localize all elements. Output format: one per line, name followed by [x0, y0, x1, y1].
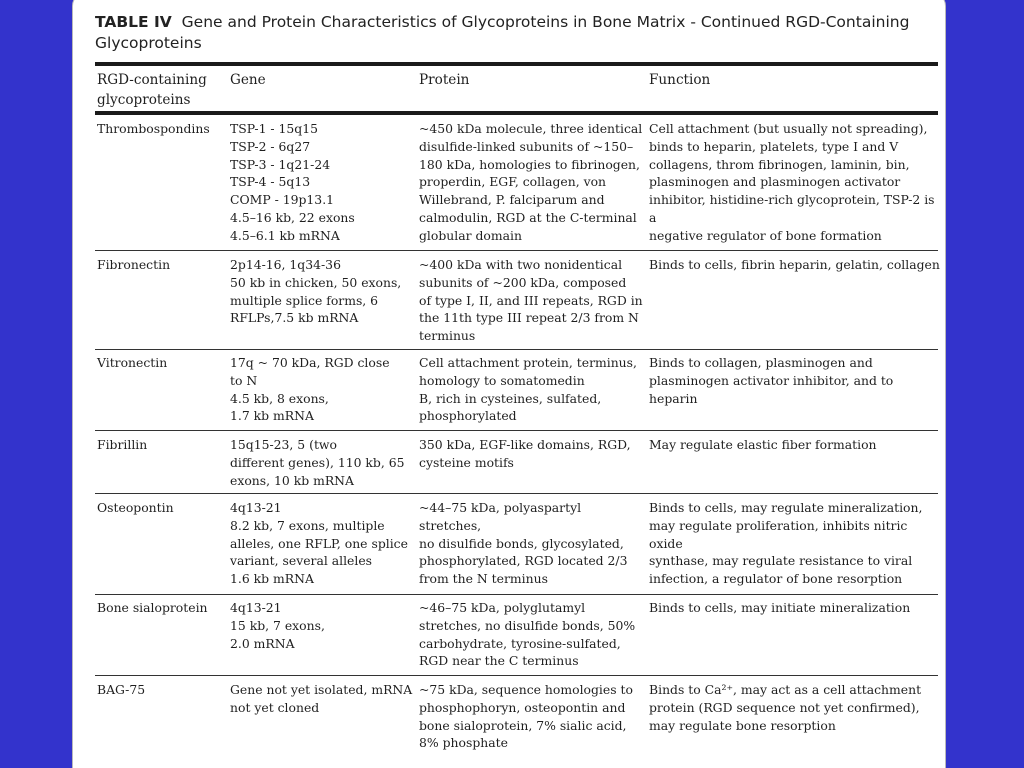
row-osteopontin-name: Osteopontin [97, 500, 174, 515]
row-bone-sialoprotein-name: Bone sialoprotein [97, 600, 208, 615]
row-bone-sialoprotein-gene: 4q13-21 15 kb, 7 exons, 2.0 mRNA [230, 600, 325, 651]
header-glycoproteins: RGD-containing glycoproteins [97, 72, 207, 108]
row-fibrillin-gene: 15q15-23, 5 (two different genes), 110 kb, 65 exons, 10 kb mRNA [230, 437, 405, 488]
row-thrombospondins-gene: TSP-1 - 15q15 TSP-2 - 6q27 TSP-3 - 1q21-24 TSP-4 - 5q13 COMP - 19p13.1 4.5–16 kb, 22 exons 4.5–6.1 kb mRNA [230, 121, 355, 243]
row-thrombospondins-function: Cell attachment (but usually not spreading), binds to heparin, platelets, type I and V collagens, throm fibrinogen, laminin, bin, plasminogen and plasminogen activator inhibitor, histidine-rich glycoprotein, TSP-2 is a negative regulator of bone formation [649, 121, 935, 243]
row-osteopontin-gene: 4q13-21 8.2 kb, 7 exons, multiple alleles, one RFLP, one splice variant, several alleles 1.6 kb mRNA [230, 500, 408, 587]
row-divider [95, 493, 938, 494]
row-vitronectin-gene: 17q ~ 70 kDa, RGD close to N 4.5 kb, 8 exons, 1.7 kb mRNA [230, 355, 390, 424]
row-osteopontin-function: Binds to cells, may regulate mineralization, may regulate proliferation, inhibits nitric oxide synthase, may regulate resistance to viral infection, a regulator of bone resorption [649, 500, 923, 587]
row-bag75-name: BAG-75 [97, 682, 146, 697]
table-title-lead: TABLE IV [95, 13, 172, 31]
row-thrombospondins-name: Thrombospondins [97, 121, 210, 136]
row-divider [95, 594, 938, 595]
row-fibrillin-protein: 350 kDa, EGF-like domains, RGD, cysteine motifs [419, 437, 631, 470]
slide-page [72, 0, 946, 768]
row-divider [95, 349, 938, 350]
row-thrombospondins-protein: ~450 kDa molecule, three identical disulfide-linked subunits of ~150– 180 kDa, homologies to fibrinogen, properdin, EGF, collagen, von Willebrand, P. falciparum and calmodulin, RGD at the C-terminal globular domain [419, 121, 643, 243]
row-divider [95, 430, 938, 431]
header-protein: Protein [419, 72, 470, 88]
row-osteopontin-protein: ~44–75 kDa, polyaspartyl stretches, no disulfide bonds, glycosylated, phosphorylated, RGD located 2/3 from the N terminus [419, 500, 628, 587]
row-bag75-protein: ~75 kDa, sequence homologies to phosphophoryn, osteopontin and bone sialoprotein, 7% sialic acid, 8% phosphate [419, 682, 633, 751]
row-fibrillin-name: Fibrillin [97, 437, 148, 452]
row-bone-sialoprotein-function: Binds to cells, may initiate mineralization [649, 600, 911, 615]
header-gene: Gene [230, 72, 266, 88]
row-fibronectin-protein: ~400 kDa with two nonidentical subunits of ~200 kDa, composed of type I, II, and III repeats, RGD in the 11th type III repeat 2/3 from N terminus [419, 257, 643, 344]
row-bone-sialoprotein-protein: ~46–75 kDa, polyglutamyl stretches, no disulfide bonds, 50% carbohydrate, tyrosine-sulfated, RGD near the C terminus [419, 600, 636, 669]
table-title-text: Gene and Protein Characteristics of Glycoproteins in Bone Matrix - Continued RGD-Containing Glycoproteins [95, 13, 910, 52]
row-vitronectin-name: Vitronectin [97, 355, 168, 370]
row-vitronectin-protein: Cell attachment protein, terminus, homology to somatomedin B, rich in cysteines, sulfated, phosphorylated [419, 355, 637, 424]
row-divider [95, 675, 938, 676]
row-bag75-gene: Gene not yet isolated, mRNA not yet cloned [230, 682, 413, 715]
top-rule [95, 62, 938, 66]
row-fibronectin-name: Fibronectin [97, 257, 171, 272]
row-fibronectin-gene: 2p14-16, 1q34-36 50 kb in chicken, 50 exons, multiple splice forms, 6 RFLPs,7.5 kb mRNA [230, 257, 402, 326]
row-fibronectin-function: Binds to cells, fibrin heparin, gelatin, collagen [649, 257, 940, 272]
row-fibrillin-function: May regulate elastic fiber formation [649, 437, 877, 452]
header-rule [95, 111, 938, 115]
header-function: Function [649, 72, 711, 88]
row-vitronectin-function: Binds to collagen, plasminogen and plasminogen activator inhibitor, and to heparin [649, 355, 894, 406]
row-divider [95, 250, 938, 251]
table-title [95, 12, 915, 54]
row-bag75-function: Binds to Ca²⁺, may act as a cell attachment protein (RGD sequence not yet confirmed), may regulate bone resorption [649, 682, 922, 733]
